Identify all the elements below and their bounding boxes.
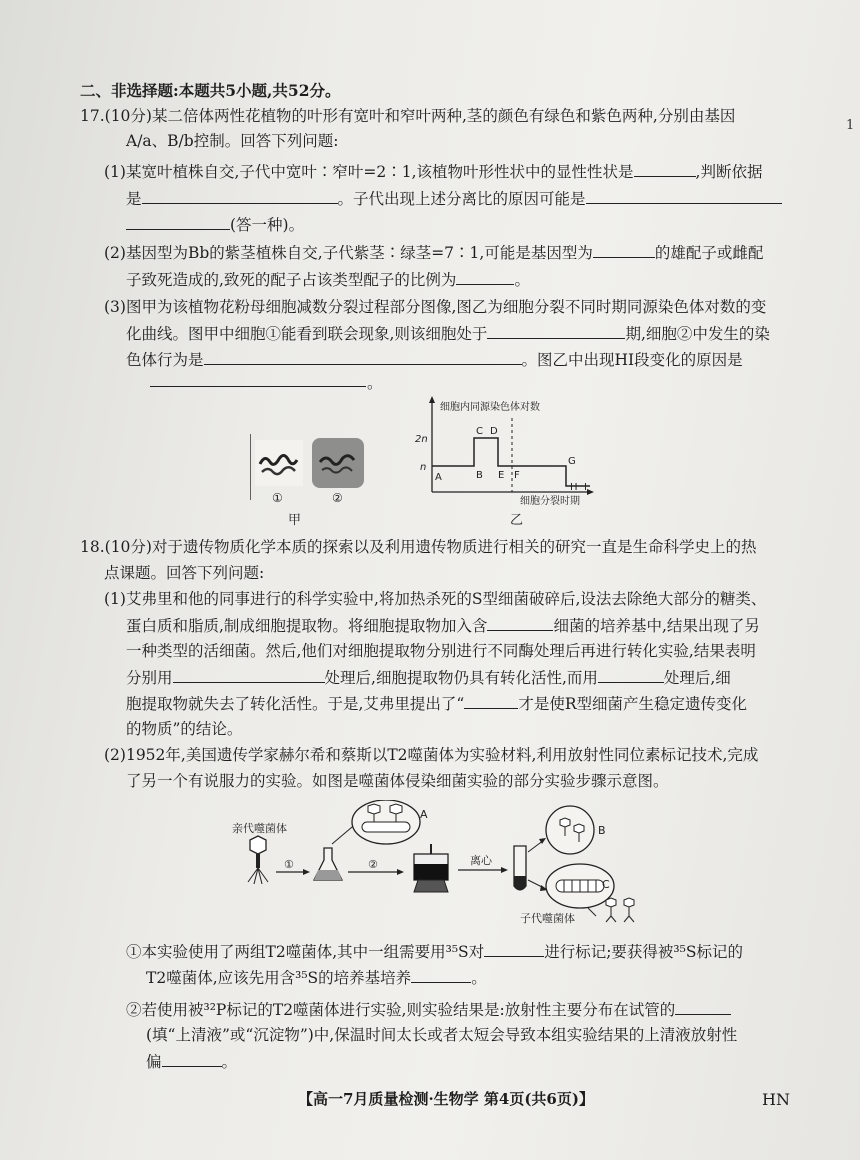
q17-part3-line1: (3)图甲为该植物花粉母细胞减数分裂过程部分图像,图乙为细胞分裂不同时期同源染色体对数的变 xyxy=(104,298,767,316)
q17-p1c: 是 xyxy=(126,190,142,208)
q17-p2a: (2)基因型为Bb的紫茎植株自交,子代紫茎∶绿茎=7∶1,可能是基因型为 xyxy=(104,244,593,262)
q18-part1-line1: (1)艾弗里和他的同事进行的科学实验中,将加热杀死的S型细菌破碎后,设法去除绝大部分的糖类、 xyxy=(104,590,767,608)
answer-blank[interactable] xyxy=(173,666,325,683)
label-A: A xyxy=(420,808,428,821)
point-C: C xyxy=(476,426,483,437)
point-E: E xyxy=(498,470,505,481)
answer-blank[interactable] xyxy=(142,187,338,204)
q17-p1e: (答一种)。 xyxy=(230,216,305,234)
q18-part2-line1: (2)1952年,美国遗传学家赫尔希和蔡斯以T2噬菌体为实验材料,利用放射性同位素标记技术,完成 xyxy=(104,746,759,764)
answer-blank[interactable] xyxy=(675,998,731,1015)
graph-x-title: 细胞分裂时期 xyxy=(520,496,580,507)
child-phage-icon xyxy=(606,898,634,922)
q18-part1-line2 xyxy=(126,614,760,637)
q17-part1-line1 xyxy=(104,160,762,183)
q18-part2-line2: 了另一个有说服力的实验。如图是噬菌体侵染细菌实验的部分实验步骤示意图。 xyxy=(126,772,669,790)
q18-p1c: 细菌的培养基中,结果出现了另 xyxy=(553,617,760,635)
point-A: A xyxy=(435,472,442,483)
q18-sub2-line1 xyxy=(126,998,731,1021)
q18-sub2-line2: (填“上清液”或“沉淀物”)中,保温时间太长或者太短会导致本组实验结果的上清液放射性 xyxy=(146,1026,738,1044)
step-2-label: ② xyxy=(368,858,378,871)
q18-s2d: 。 xyxy=(221,1053,238,1071)
answer-blank[interactable] xyxy=(162,1050,222,1067)
q17-p2d: 。 xyxy=(514,271,530,289)
answer-blank[interactable] xyxy=(586,187,782,204)
q18-intro-1: 18.(10分)对于遗传物质化学本质的探索以及利用遗传物质进行相关的研究一直是生命科学史上的热 xyxy=(80,538,757,556)
q17-p1a: (1)某宽叶植株自交,子代中宽叶∶窄叶=2∶1,该植物叶形性状中的显性性状是 xyxy=(104,163,634,181)
graph-y-tick-n: n xyxy=(420,462,427,473)
q17-intro-2: A/a、B/b控制。回答下列问题: xyxy=(126,132,339,150)
q17-p3e: 。图乙中出现HI段变化的原因是 xyxy=(521,351,743,369)
figure-yi-label: 乙 xyxy=(510,513,524,528)
answer-blank[interactable] xyxy=(204,348,522,365)
centrifuge-label: 离心 xyxy=(470,854,492,867)
q17-part2-line1 xyxy=(104,241,763,264)
graph-curve xyxy=(432,438,590,486)
q18-p1f: 处理后,细胞提取物仍具有转化活性,而用 xyxy=(324,669,598,687)
blender-icon xyxy=(414,844,448,892)
supernatant-circle-B xyxy=(546,806,594,854)
test-tube-icon xyxy=(514,846,526,890)
q17-p3c: 期,细胞②中发生的染 xyxy=(625,325,770,343)
q18-s1a: ①本实验使用了两组T2噬菌体,其中一组需要用³⁵S对 xyxy=(126,943,485,961)
q18-s2a: ②若使用被³²P标记的T2噬菌体进行实验,则实验结果是:放射性主要分布在试管的 xyxy=(126,1001,676,1019)
point-G: G xyxy=(568,456,576,467)
answer-blank[interactable] xyxy=(464,692,518,709)
point-D: D xyxy=(490,426,498,437)
q17-part3-line2 xyxy=(126,322,770,345)
q18-s2c: 偏 xyxy=(146,1053,162,1071)
point-B: B xyxy=(476,470,483,481)
q18-p1i: 才是使R型细菌产生稳定遗传变化 xyxy=(518,695,748,713)
q17-part1-line3 xyxy=(126,213,304,236)
q18-intro-2: 点课题。回答下列问题: xyxy=(104,564,265,582)
q18-p1h: 胞提取物就失去了转化活性。于是,艾弗里提出了“ xyxy=(126,695,465,713)
point-H: H xyxy=(570,482,578,493)
child-phage-label: 子代噬菌体 xyxy=(520,912,575,925)
q17-p2b: 的雄配子或雌配 xyxy=(654,244,764,262)
figure-jia xyxy=(250,434,370,514)
answer-blank[interactable] xyxy=(126,213,230,230)
q18-part1-line4 xyxy=(126,666,731,689)
answer-blank[interactable] xyxy=(634,160,696,177)
figure-yi-graph xyxy=(410,392,610,512)
answer-blank[interactable] xyxy=(484,940,544,957)
point-F: F xyxy=(514,470,520,481)
q18-part1-line5 xyxy=(126,692,747,715)
footer-code: HN xyxy=(762,1090,790,1109)
point-I: I xyxy=(584,482,587,493)
label-B: B xyxy=(598,824,606,837)
q18-s1d: 。 xyxy=(471,969,487,987)
q17-part3-line3 xyxy=(126,348,743,371)
q17-p2c: 子致死造成的,致死的配子占该类型配子的比例为 xyxy=(126,271,457,289)
q18-part1-line6: 的物质”的结论。 xyxy=(126,720,243,738)
q18-s1c: T2噬菌体,应该先用含³⁵S的培养基培养 xyxy=(146,969,412,987)
q18-s1b: 进行标记;要获得被³⁵S标记的 xyxy=(544,943,743,961)
page-footer: 【高一7月质量检测·生物学 第4页(共6页)】 xyxy=(298,1090,594,1108)
q17-part2-line2 xyxy=(126,268,530,291)
q17-intro-1: 17.(10分)某二倍体两性花植物的叶形有宽叶和窄叶两种,茎的颜色有绿色和紫色两种,分别由基因 xyxy=(80,107,736,125)
answer-blank[interactable] xyxy=(150,370,366,387)
answer-blank[interactable] xyxy=(411,966,471,983)
infection-circle-A xyxy=(352,800,420,844)
cell-1-label: ① xyxy=(272,491,283,505)
q18-sub2-line3 xyxy=(146,1050,237,1073)
cell-2-label: ② xyxy=(332,491,343,505)
parent-phage-icon xyxy=(248,836,268,884)
step-1-label: ① xyxy=(284,858,294,871)
label-C: C xyxy=(602,878,610,891)
q17-p3b: 化曲线。图甲中细胞①能看到联会现象,则该细胞处于 xyxy=(126,325,488,343)
q18-part1-line3: 一种类型的活细菌。然后,他们对细胞提取物分别进行不同酶处理后再进行转化实验,结果表明 xyxy=(126,642,756,660)
q18-p1e: 分别用 xyxy=(126,669,173,687)
answer-blank[interactable] xyxy=(593,241,655,258)
q17-part1-line2 xyxy=(126,187,782,210)
q18-sub1-line1 xyxy=(126,940,743,963)
figure-jia-label: 甲 xyxy=(288,513,302,528)
q17-part3-line4 xyxy=(367,372,383,394)
edge-mark: 1 xyxy=(846,118,855,133)
q17-p3d: 色体行为是 xyxy=(126,351,204,369)
section-title: 二、非选择题:本题共5小题,共52分。 xyxy=(80,81,341,100)
q17-p3f: 。 xyxy=(367,374,383,392)
answer-blank[interactable] xyxy=(456,268,514,285)
q17-p1b: ,判断依据 xyxy=(695,163,763,181)
graph-y-title: 细胞内同源染色体对数 xyxy=(440,402,540,413)
q18-p1b: 蛋白质和脂质,制成细胞提取物。将细胞提取物加入含 xyxy=(126,617,488,635)
answer-blank[interactable] xyxy=(487,614,553,631)
graph-y-tick-2n: 2n xyxy=(415,434,428,445)
parent-phage-label: 亲代噬菌体 xyxy=(232,822,287,835)
answer-blank[interactable] xyxy=(487,322,625,339)
flask-icon xyxy=(314,848,342,880)
q17-p1d: 。子代出现上述分离比的原因可能是 xyxy=(337,190,586,208)
phage-experiment-diagram xyxy=(228,800,648,932)
q18-p1g: 处理后,细 xyxy=(663,669,731,687)
q18-sub1-line2 xyxy=(146,966,487,989)
answer-blank[interactable] xyxy=(598,666,664,683)
